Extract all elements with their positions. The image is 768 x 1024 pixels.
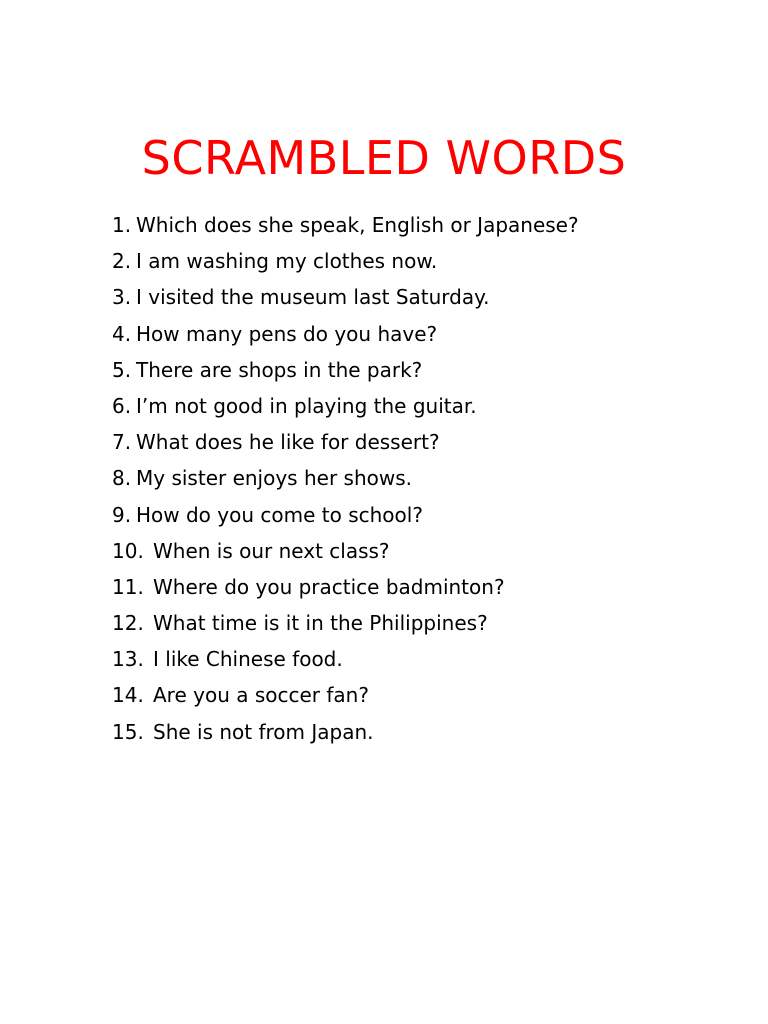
item-text: I visited the museum last Saturday. — [136, 285, 490, 310]
list-item — [112, 605, 579, 641]
item-text: How do you come to school? — [136, 502, 423, 527]
list-item — [112, 677, 579, 713]
item-number: 9. — [112, 502, 132, 527]
item-text: She is not from Japan. — [153, 719, 374, 744]
list-item — [112, 279, 579, 315]
item-text: There are shops in the park? — [136, 357, 423, 382]
item-number: 6. — [112, 393, 132, 418]
item-text: When is our next class? — [153, 538, 390, 563]
list-item — [112, 641, 579, 677]
item-text: Are you a soccer fan? — [153, 683, 369, 708]
item-number: 14. — [112, 683, 144, 708]
list-item — [112, 388, 579, 424]
item-text: My sister enjoys her shows. — [136, 466, 412, 491]
list-item — [112, 569, 579, 605]
item-number: 11. — [112, 574, 144, 599]
item-text: I’m not good in playing the guitar. — [136, 393, 477, 418]
list-item — [112, 533, 579, 569]
item-text: Which does she speak, English or Japanese? — [136, 213, 579, 237]
list-item — [112, 424, 579, 460]
item-number: 12. — [112, 611, 144, 636]
item-number: 15. — [112, 719, 144, 744]
list-item — [112, 243, 579, 279]
list-item — [112, 352, 579, 388]
list-item — [112, 207, 579, 243]
item-number: 2. — [112, 249, 132, 274]
item-number: 1. — [112, 213, 132, 237]
item-text: I like Chinese food. — [153, 647, 343, 672]
list-item — [112, 460, 579, 496]
list-item — [112, 497, 579, 533]
item-text: I am washing my clothes now. — [136, 249, 438, 274]
item-text: Where do you practice badminton? — [153, 574, 505, 599]
list-item — [112, 316, 579, 352]
item-number: 4. — [112, 321, 132, 346]
item-number: 13. — [112, 647, 144, 672]
item-number: 7. — [112, 430, 132, 455]
page-title: SCRAMBLED WORDS — [141, 131, 627, 185]
item-text: How many pens do you have? — [136, 321, 438, 346]
list-item — [112, 714, 579, 750]
item-text: What does he like for dessert? — [136, 430, 440, 455]
sentence-list — [112, 207, 579, 750]
item-number: 5. — [112, 357, 132, 382]
item-number: 8. — [112, 466, 132, 491]
item-text: What time is it in the Philippines? — [153, 611, 488, 636]
item-number: 10. — [112, 538, 144, 563]
item-number: 3. — [112, 285, 132, 310]
